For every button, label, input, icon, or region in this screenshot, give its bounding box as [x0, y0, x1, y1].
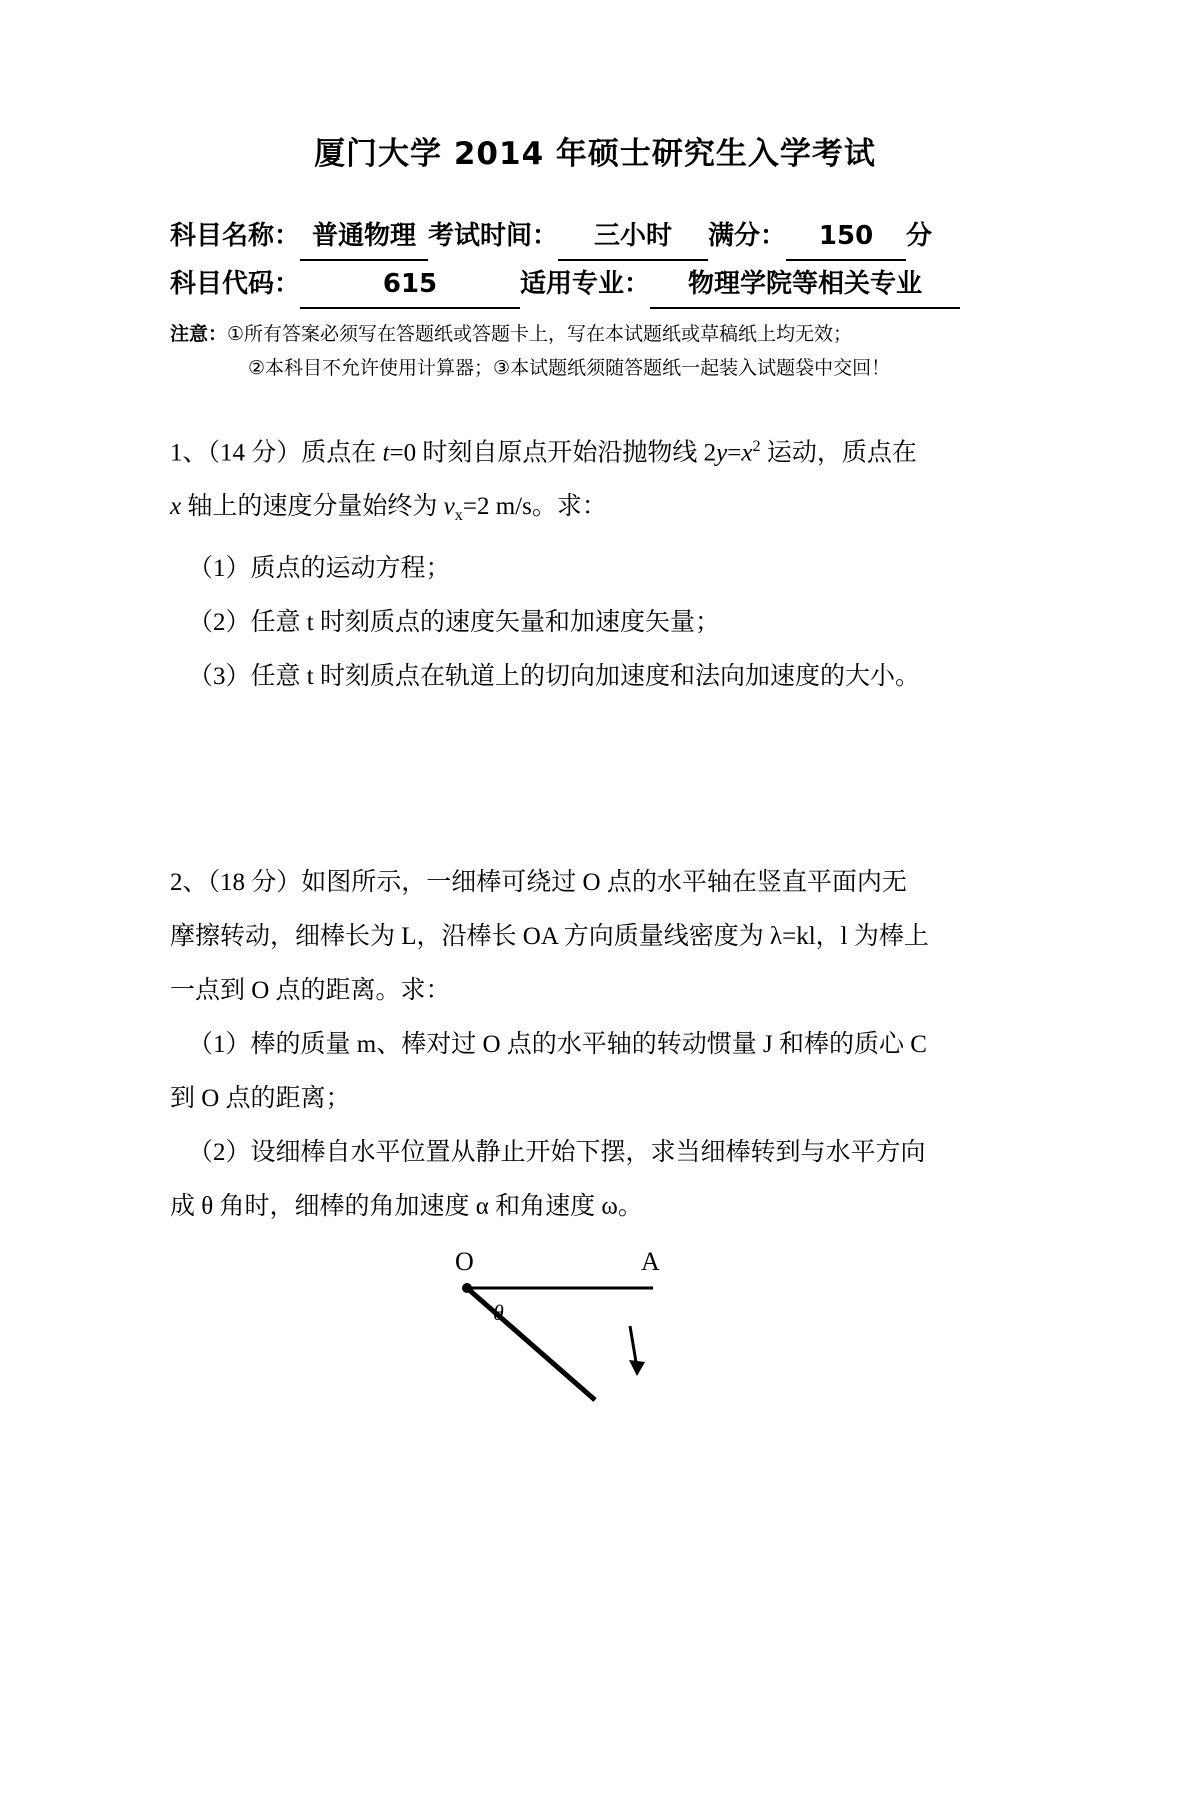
question-2	[170, 856, 1020, 1234]
q1-line2-a: 轴上的速度分量始终为	[181, 493, 444, 521]
q1-var-x2: x	[170, 493, 182, 521]
question-2-line-4: （1）棒的质量 m、棒对过 O 点的水平轴的转动惯量 J 和棒的质心 C	[188, 1031, 927, 1059]
q1-line2-b: =2 m/s。求：	[462, 493, 607, 521]
q1-points: （14 分）	[207, 439, 302, 467]
question-1	[170, 419, 1020, 704]
question-1-item-2: （2）任意 t 时刻质点的速度矢量和加速度矢量；	[188, 609, 720, 637]
question-2-line-1	[170, 856, 1020, 910]
q1-var-t: t	[382, 439, 390, 467]
figure-label-a: A	[641, 1248, 660, 1277]
duration-label: 考试时间：	[428, 221, 559, 251]
meta-row-subject	[170, 213, 1020, 261]
q1-var-x: x	[741, 439, 753, 467]
question-1-item-1: （1）质点的运动方程；	[188, 555, 451, 583]
notice-row-1	[170, 317, 1020, 351]
exam-page	[0, 128, 1190, 1811]
q1-num: 1、	[170, 439, 208, 467]
code-value: 615	[300, 261, 520, 309]
subject-value: 普通物理	[300, 213, 428, 261]
gravity-arrow-head	[629, 1360, 645, 1376]
major-value: 物理学院等相关专业	[650, 261, 960, 309]
notice-block	[170, 317, 1020, 385]
spacer	[170, 704, 1020, 822]
q2-line1: 如图所示，一细棒可绕过 O 点的水平轴在竖直平面内无	[301, 869, 907, 897]
figure-label-o: O	[455, 1248, 474, 1277]
fullmark-value: 150	[786, 213, 906, 261]
question-1-line-2	[170, 480, 1020, 542]
notice-line-2: ②本科目不允许使用计算器；③本试题纸须随答题纸一起装入试题袋中交回！	[248, 357, 891, 379]
q1-var-v-sub: x	[454, 506, 463, 525]
rod-diagram	[170, 1248, 1020, 1438]
question-2-line-7: 成 θ 角时，细棒的角加速度 α 和角速度 ω。	[170, 1193, 643, 1221]
q1-stem-a: 质点在	[301, 439, 383, 467]
q1-var-v: v	[443, 493, 455, 521]
q1-var-y: y	[716, 439, 728, 467]
code-label: 科目代码：	[170, 269, 301, 299]
question-1-item-3: （3）任意 t 时刻质点在轨道上的切向加速度和法向加速度的大小。	[188, 663, 920, 691]
fullmark-label: 满分：	[708, 221, 787, 251]
exam-meta	[170, 213, 1020, 309]
subject-label: 科目名称：	[170, 221, 301, 251]
q2-points: （18 分）	[207, 869, 302, 897]
page-title: 厦门大学 2014 年硕士研究生入学考试	[314, 136, 876, 172]
notice-row-2	[170, 351, 1020, 385]
question-2-line-2: 摩擦转动，细棒长为 L，沿棒长 OA 方向质量线密度为 λ=kl，l 为棒上	[170, 923, 929, 951]
q1-stem-c: =	[727, 439, 742, 467]
fullmark-unit: 分	[906, 221, 933, 251]
q2-num: 2、	[170, 869, 208, 897]
question-1-line-1	[170, 419, 1020, 480]
question-2-line-3: 一点到 O 点的距离。求：	[170, 977, 451, 1005]
duration-value: 三小时	[558, 213, 708, 261]
rod-line	[467, 1288, 595, 1400]
meta-row-code	[170, 261, 1020, 309]
notice-line-1: ①所有答案必须写在答题纸或答题卡上，写在本试题纸或草稿纸上均无效；	[227, 323, 853, 345]
figure-label-theta: θ	[493, 1300, 504, 1326]
rod-figure-svg	[445, 1248, 745, 1438]
q1-stem-b: =0 时刻自原点开始沿抛物线 2	[389, 439, 717, 467]
q1-exponent: 2	[752, 437, 761, 455]
question-2-line-5: 到 O 点的距离；	[170, 1085, 351, 1113]
major-label: 适用专业：	[520, 269, 651, 299]
question-2-line-6: （2）设细棒自水平位置从静止开始下摆，求当细棒转到与水平方向	[188, 1139, 926, 1167]
q1-stem-d: 运动，质点在	[760, 439, 917, 467]
notice-label: 注意：	[170, 323, 228, 345]
